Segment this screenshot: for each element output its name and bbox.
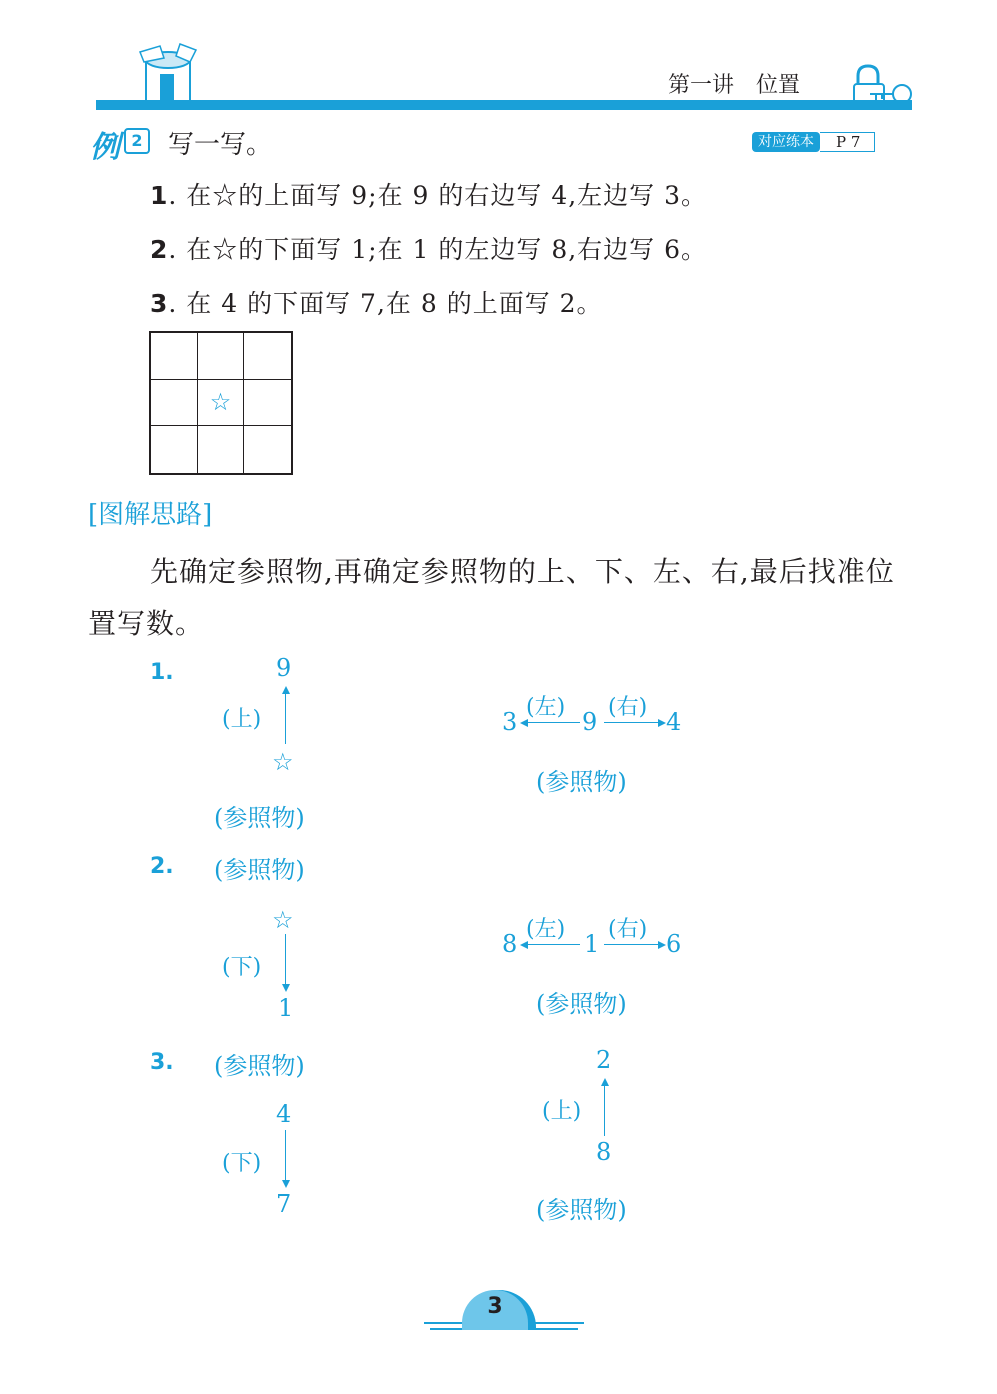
d3v-bottom: 8 [596, 1138, 612, 1166]
diagram-2-label: 2. [150, 854, 174, 879]
question-3: 3. 在 4 的下面写 7,在 8 的上面写 2。 [150, 289, 603, 318]
header-bar [96, 100, 912, 110]
d2h-line-left [526, 944, 580, 945]
d2-line [285, 934, 286, 986]
grid-cell [151, 333, 198, 380]
arrow-left-icon [520, 719, 528, 727]
arrow-down-icon [282, 984, 290, 992]
arrow-up-icon [601, 1078, 609, 1086]
d2-bottom: 1 [278, 994, 294, 1022]
arrow-right-icon [658, 941, 666, 949]
grid-cell [244, 426, 291, 473]
page-number: 3 [487, 1294, 503, 1319]
d1-ref: (参照物) [214, 804, 305, 832]
d2h-left: 8 [502, 930, 518, 958]
practice-ref-label: 对应练本 [752, 132, 820, 152]
diagram-1-label: 1. [150, 660, 174, 685]
arrow-right-icon [658, 719, 666, 727]
d3-ref: (参照物) [214, 1052, 305, 1080]
header-title [668, 68, 800, 99]
grid-cell [151, 380, 198, 427]
example-label: 例 [90, 130, 120, 165]
solution-heading: [图解思路] [88, 500, 213, 530]
answer-grid [149, 331, 293, 475]
d1h-right-dir: (右) [608, 695, 648, 720]
d3v-ref: (参照物) [536, 1196, 627, 1224]
d1-line [285, 692, 286, 744]
d2-dir: (下) [222, 955, 262, 980]
d2h-left-dir: (左) [526, 917, 566, 942]
d1-bottom: ☆ [272, 748, 294, 776]
grid-cell [244, 333, 291, 380]
diagram-3-label: 3. [150, 1050, 174, 1075]
example-number: 2 [124, 128, 150, 154]
practice-reference [752, 132, 875, 152]
d2h-line-right [604, 944, 658, 945]
grid-cell [244, 380, 291, 427]
grid-cell [198, 426, 245, 473]
d1h-line-right [604, 722, 658, 723]
chapter-label: 第一讲 [668, 73, 735, 98]
topic-label: 位置 [756, 73, 801, 98]
d1-top: 9 [276, 654, 292, 682]
d2h-center: 1 [584, 930, 600, 958]
d2-ref: (参照物) [214, 856, 305, 884]
grid-cell [151, 426, 198, 473]
example-title: 写一写。 [168, 130, 273, 160]
arrow-left-icon [520, 941, 528, 949]
d1h-right: 4 [666, 708, 682, 736]
d2h-right-dir: (右) [608, 917, 648, 942]
d2h-right: 6 [666, 930, 682, 958]
question-2: 2. 在☆的下面写 1;在 1 的左边写 8,右边写 6。 [150, 235, 708, 264]
d3-bottom: 7 [276, 1190, 292, 1218]
d1h-left: 3 [502, 708, 518, 736]
d1h-line-left [526, 722, 580, 723]
d1-dir: (上) [222, 707, 262, 732]
d2-top: ☆ [272, 906, 294, 934]
d3-dir: (下) [222, 1151, 262, 1176]
d1h-ref: (参照物) [536, 768, 627, 796]
d3v-dir: (上) [542, 1099, 582, 1124]
d3v-line [604, 1084, 605, 1136]
question-1: 1. 在☆的上面写 9;在 9 的右边写 4,左边写 3。 [150, 181, 708, 210]
d1h-center: 9 [582, 708, 598, 736]
solution-paragraph: 先确定参照物,再确定参照物的上、下、左、右,最后找准位置写数。 [88, 555, 895, 640]
d3-line [285, 1130, 286, 1182]
arrow-down-icon [282, 1180, 290, 1188]
d2h-ref: (参照物) [536, 990, 627, 1018]
d1h-left-dir: (左) [526, 695, 566, 720]
grid-cell [198, 333, 245, 380]
grid-cell-star: ☆ [198, 380, 245, 427]
arrow-up-icon [282, 686, 290, 694]
d3-top: 4 [276, 1100, 292, 1128]
d3v-top: 2 [596, 1046, 612, 1074]
practice-ref-page: P 7 [820, 132, 875, 152]
